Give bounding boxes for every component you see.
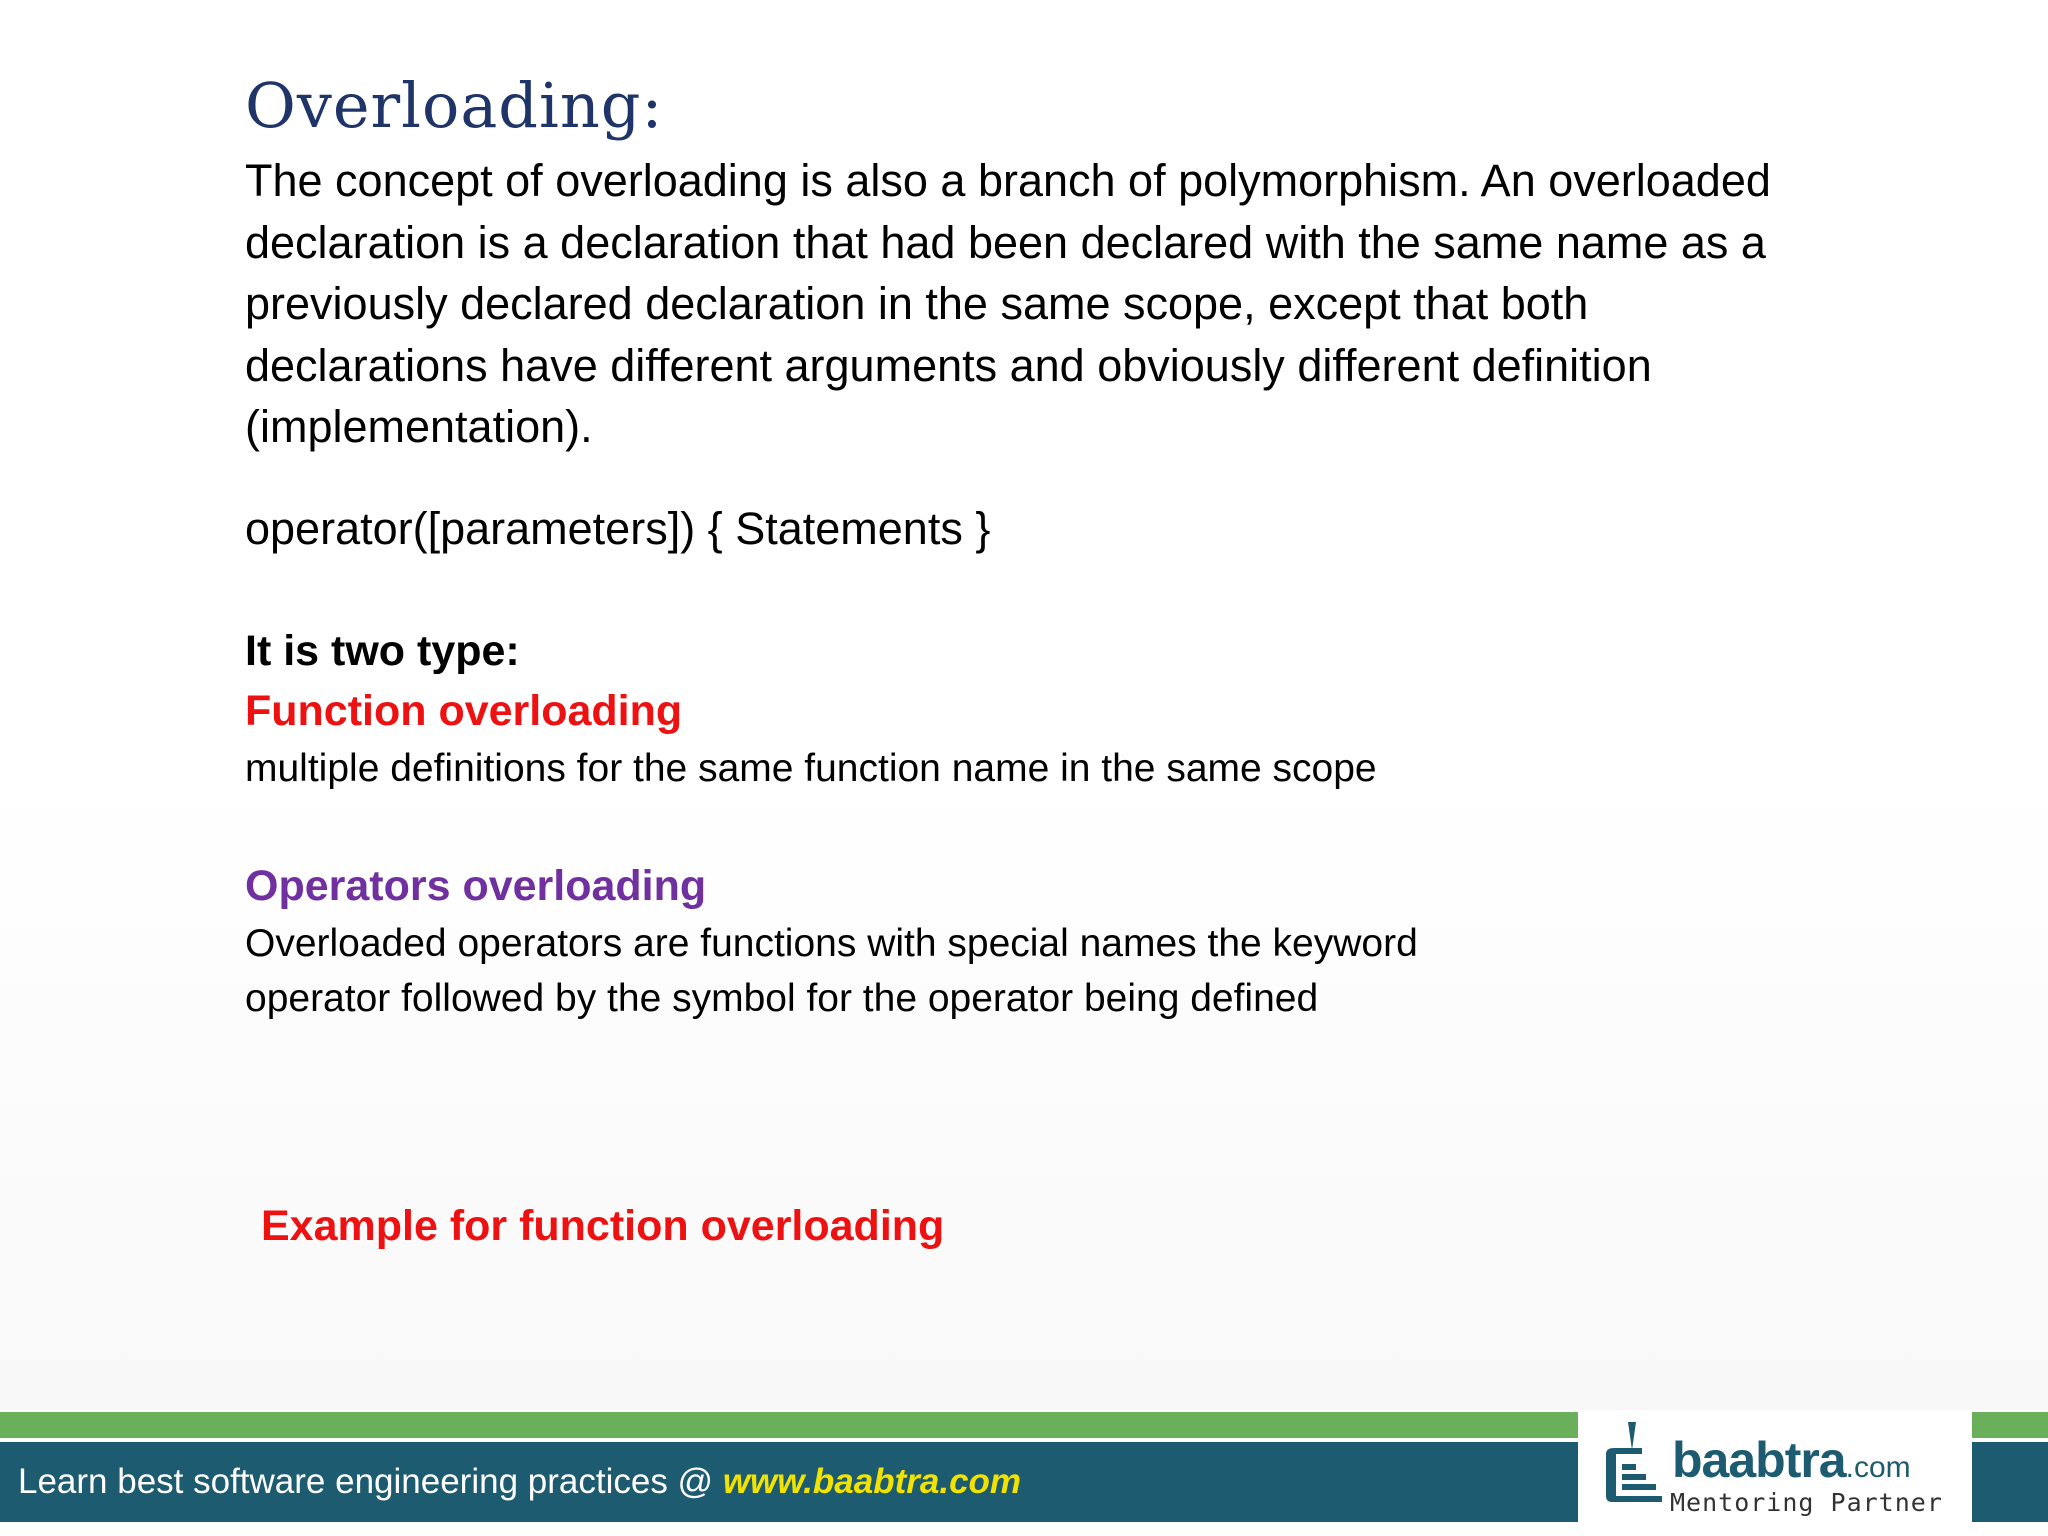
footer-stripe-right [1972, 1412, 2048, 1438]
baabtra-logo-icon [1602, 1420, 1668, 1515]
function-overloading-description: multiple definitions for the same function name in the same scope [245, 746, 1377, 790]
operators-overloading-heading: Operators overloading [245, 861, 707, 910]
footer-tagline [18, 1458, 1021, 1506]
intro-line: (implementation). [245, 401, 593, 452]
intro-line: declarations have different arguments and obviously different definition [245, 339, 1652, 391]
logo-tld: .com [1845, 1451, 1911, 1484]
slide-title: Overloading: [245, 69, 664, 142]
intro-line: previously declared declaration in the same scope, except that both [245, 278, 1589, 329]
logo-tagline: Mentoring Partner [1670, 1488, 1943, 1517]
syntax-line: operator([parameters]) { Statements } [245, 502, 991, 554]
footer-bar-right [1972, 1442, 2048, 1522]
footer-tagline-prefix: Learn best software engineering practices @ [18, 1462, 723, 1501]
example-link[interactable]: Example for function overloading [261, 1202, 945, 1250]
function-overloading-heading: Function overloading [245, 686, 683, 735]
footer-url-link[interactable]: www.baabtra.com [722, 1462, 1022, 1501]
description-line: operator followed by the symbol for the operator being defined [245, 976, 1319, 1020]
description-line: Overloaded operators are functions with special names the keyword [245, 921, 1418, 965]
logo-word: baabtra [1672, 1432, 1846, 1488]
intro-line: The concept of overloading is also a branch of polymorphism. An overloaded [245, 155, 1771, 206]
intro-line: declaration is a declaration that had been declared with the same name as a [245, 216, 1766, 268]
logo-wordmark [1672, 1432, 1911, 1496]
types-heading: It is two type: [245, 626, 520, 675]
baabtra-logo[interactable] [1584, 1410, 1966, 1528]
intro-paragraph [245, 150, 1905, 458]
slide-content [245, 62, 1905, 1026]
operators-overloading-description [245, 916, 1905, 1026]
footer-stripe [0, 1412, 1578, 1438]
